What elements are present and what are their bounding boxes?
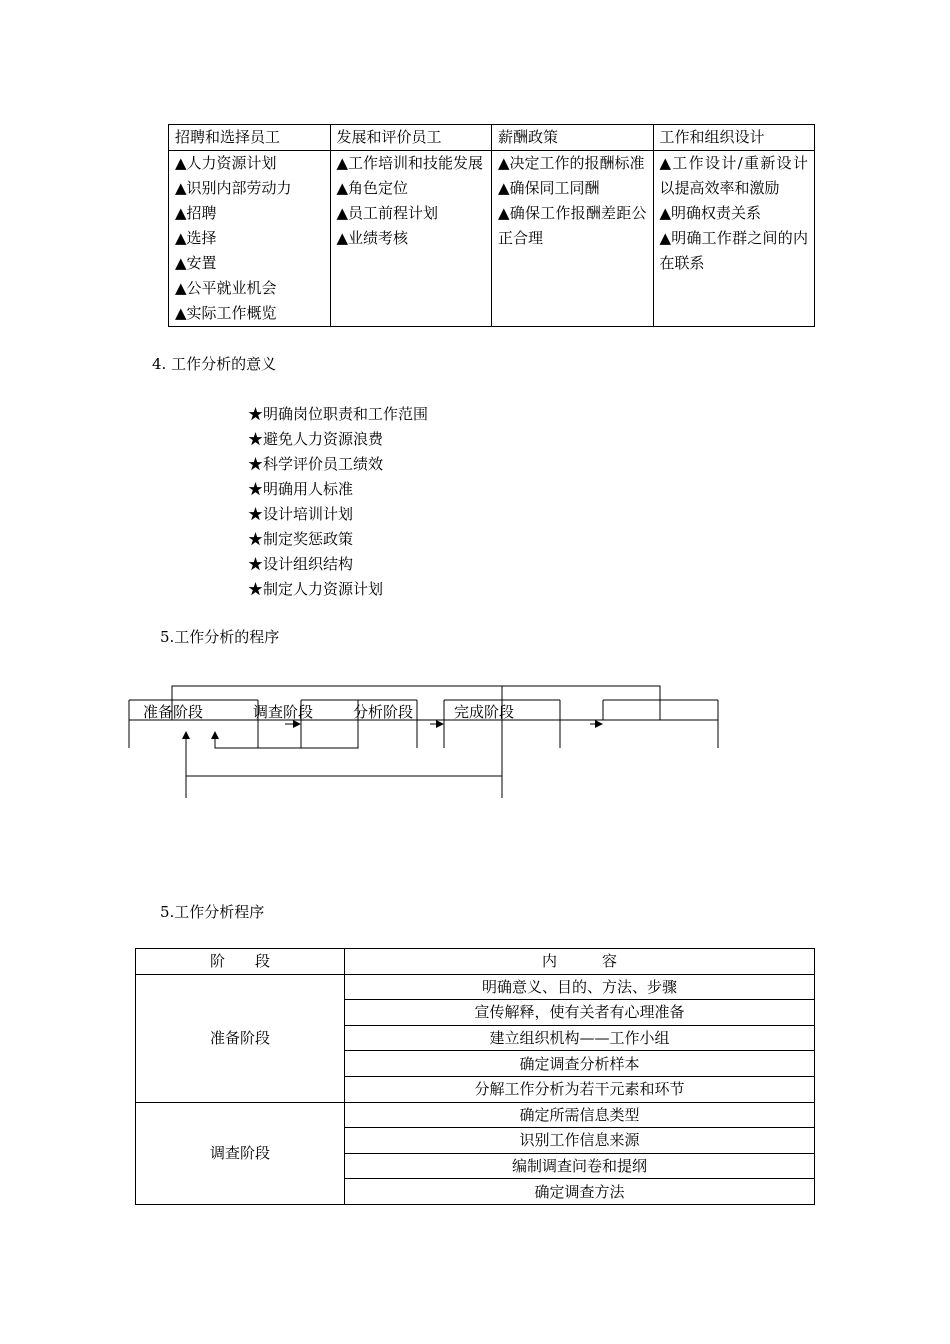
table-header-row <box>136 949 815 975</box>
content-cell: 确定调查方法 <box>345 1179 815 1205</box>
stage-label-survey: 调查阶段 <box>253 703 314 721</box>
header-cell: 阶 段 <box>136 949 345 975</box>
header-cell: 招聘和选择员工 <box>169 125 331 151</box>
content-cell: 确定调查分析样本 <box>345 1051 815 1077</box>
hr-functions-table <box>168 124 815 327</box>
header-cell: 内 容 <box>345 949 815 975</box>
list-item: ▲选择 <box>175 229 217 247</box>
table-row <box>136 974 815 1000</box>
content-cell: 识别工作信息来源 <box>345 1128 815 1154</box>
table-row <box>169 151 815 327</box>
list-item: ▲招聘 <box>175 204 217 222</box>
section-5-process-heading: 5.工作分析的程序 <box>160 628 280 646</box>
list-item: ★制定人力资源计划 <box>248 580 384 598</box>
stage-label-complete: 完成阶段 <box>454 703 515 721</box>
content-cell: 建立组织机构——工作小组 <box>345 1025 815 1051</box>
section-5-table-heading: 5.工作分析程序 <box>160 903 265 921</box>
develop-column <box>330 151 492 327</box>
content-cell: 编制调查问卷和提纲 <box>345 1153 815 1179</box>
list-item: ▲决定工作的报酬标准 <box>498 154 645 172</box>
stage-cell: 准备阶段 <box>136 974 345 1102</box>
recruit-column <box>169 151 331 327</box>
list-item: ▲安置 <box>175 254 217 272</box>
header-cell: 工作和组织设计 <box>653 125 815 151</box>
header-cell: 薪酬政策 <box>492 125 654 151</box>
design-column <box>653 151 815 327</box>
list-item: ★制定奖惩政策 <box>248 530 354 548</box>
list-item: ▲业绩考核 <box>336 229 409 247</box>
pay-column <box>492 151 654 327</box>
list-item: ▲明确权责关系 <box>659 204 762 222</box>
table-header-row <box>169 125 815 151</box>
list-item: ▲员工前程计划 <box>336 204 439 222</box>
diagram-lines <box>129 686 718 798</box>
list-item: ▲工作设计/重新设计以提高效率和激励 <box>659 154 808 197</box>
content-cell: 宣传解释，使有关者有心理准备 <box>345 1000 815 1026</box>
list-item: ★设计培训计划 <box>248 505 354 523</box>
section-4-heading: 4. 工作分析的意义 <box>152 355 277 373</box>
list-item: ★科学评价员工绩效 <box>248 455 384 473</box>
stage-label-prepare: 准备阶段 <box>143 703 204 721</box>
stage-label-analysis: 分析阶段 <box>353 703 414 721</box>
list-item: ▲工作培训和技能发展 <box>336 154 484 172</box>
top-loop-line <box>172 686 660 720</box>
stage-cell: 调查阶段 <box>136 1102 345 1204</box>
list-item: ▲人力资源计划 <box>175 154 277 172</box>
list-item: ▲公平就业机会 <box>175 279 277 297</box>
table-row <box>136 1102 815 1128</box>
list-item: ★避免人力资源浪费 <box>248 430 384 448</box>
significance-list <box>248 402 428 602</box>
list-item: ▲角色定位 <box>336 179 409 197</box>
list-item: ★设计组织结构 <box>248 555 354 573</box>
content-cell: 确定所需信息类型 <box>345 1102 815 1128</box>
process-diagram <box>0 680 950 810</box>
content-cell: 分解工作分析为若干元素和环节 <box>345 1076 815 1102</box>
list-item: ▲确保同工同酬 <box>498 179 600 197</box>
process-stage-table <box>135 948 815 1205</box>
list-item: ★明确用人标准 <box>248 480 354 498</box>
list-item: ▲明确工作群之间的内在联系 <box>659 229 808 272</box>
header-cell: 发展和评价员工 <box>330 125 492 151</box>
list-item: ▲确保工作报酬差距公正合理 <box>498 204 647 247</box>
list-item: ★明确岗位职责和工作范围 <box>248 405 429 423</box>
list-item: ▲实际工作概览 <box>175 304 277 322</box>
list-item: ▲识别内部劳动力 <box>175 179 292 197</box>
content-cell: 明确意义、目的、方法、步骤 <box>345 974 815 1000</box>
